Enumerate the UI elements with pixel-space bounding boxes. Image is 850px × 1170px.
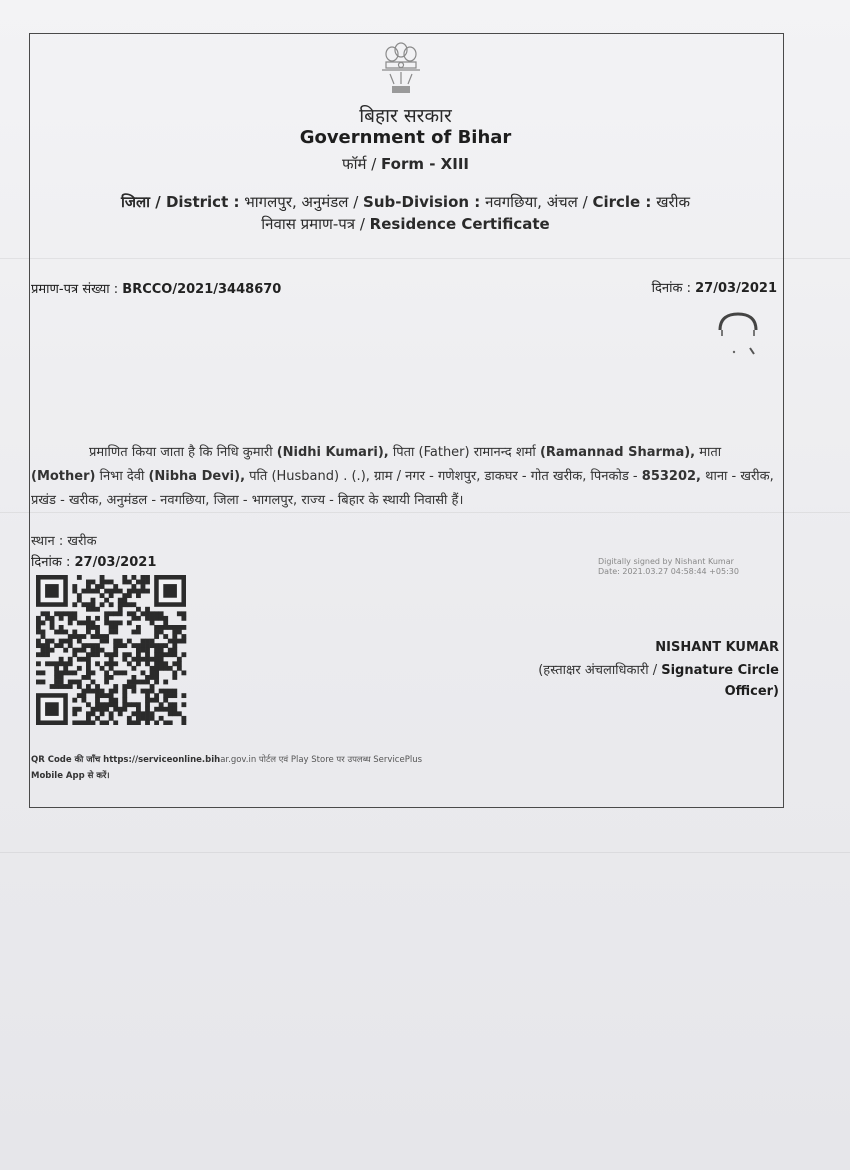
- certificate-type: [29, 214, 782, 234]
- circle-value: खरीक: [656, 193, 691, 211]
- paper-crease: [0, 852, 850, 853]
- certificate-number-label: प्रमाण-पत्र संख्या :: [31, 282, 119, 297]
- district-value: भागलपुर, अनुमंडल /: [244, 193, 359, 211]
- issue-date-label: दिनांक :: [651, 281, 691, 296]
- place-date-value: 27/03/2021: [74, 555, 157, 570]
- body-text: निभा देवी: [99, 469, 145, 484]
- body-text: माता: [699, 445, 722, 460]
- applicant-name: (Nidhi Kumari),: [276, 445, 389, 460]
- form-label-hindi: फॉर्म /: [342, 155, 377, 173]
- qr-verification-note: [31, 752, 511, 784]
- subdivision-value: नवगछिया, अंचल /: [485, 193, 588, 211]
- national-emblem-icon: [370, 38, 432, 98]
- signatory-role-english: Signature Circle: [661, 663, 779, 678]
- form-number: [29, 154, 782, 174]
- certificate-number: [31, 279, 281, 297]
- digital-signature-stamp: [598, 557, 739, 577]
- subdivision-label: Sub-Division :: [363, 193, 481, 211]
- certificate-type-hindi: निवास प्रमाण-पत्र /: [261, 215, 365, 233]
- signatory-name: NISHANT KUMAR: [655, 640, 779, 655]
- mother-name: (Nibha Devi),: [148, 469, 246, 484]
- district-line: [29, 192, 782, 212]
- photo-icon: [714, 308, 764, 363]
- form-label-english: Form - XIII: [381, 155, 469, 173]
- digital-signature-line: Digitally signed by Nishant Kumar: [598, 557, 734, 566]
- mother-label: (Mother): [31, 469, 96, 484]
- place-label: स्थान :: [31, 534, 64, 549]
- qr-note-text: Mobile App से करें।: [31, 771, 110, 781]
- govt-title-english: Government of Bihar: [299, 127, 512, 148]
- qr-note-text: QR Code की जाँच https://serviceonline.bih: [31, 755, 221, 765]
- body-text: पति (Husband) . (.), ग्राम / नगर - गणेशपुर, डाकघर - गोत खरीक, पिनकोड -: [249, 469, 638, 484]
- district-label: जिला / District :: [120, 193, 240, 211]
- body-text: प्रमाणित किया जाता है कि निधि कुमारी: [89, 445, 273, 460]
- govt-title-hindi: बिहार सरकार: [359, 105, 452, 127]
- qr-note-text: ar.gov.in पोर्टल एवं Play Store पर उपलब्ध ServicePlus: [220, 755, 423, 765]
- digital-signature-line: Date: 2021.03.27 04:58:44 +05:30: [598, 567, 739, 576]
- issue-date: [652, 278, 777, 296]
- body-text: पिता (Father) रामानन्द शर्मा: [392, 445, 536, 460]
- body-text: थाना - खरीक, प्रखंड - खरीक, अनुमंडल - नवगछिया, जिला - भागलपुर, राज्य - बिहार के स्थायी निवासी हैं।: [31, 469, 774, 508]
- certificate-body: [31, 441, 783, 513]
- signatory-role: [509, 660, 779, 702]
- place-date-label: दिनांक :: [31, 555, 71, 570]
- father-name: (Ramannad Sharma),: [539, 445, 696, 460]
- signatory-role-hindi: (हस्ताक्षर अंचलाधिकारी /: [538, 663, 658, 678]
- pincode: 853202,: [641, 469, 701, 484]
- place: [31, 531, 97, 549]
- qr-code[interactable]: [36, 575, 188, 725]
- place-value: खरीक: [67, 534, 97, 549]
- signatory-role-english: Officer): [724, 684, 779, 699]
- issue-date-value: 27/03/2021: [695, 281, 777, 296]
- certificate-type-english: Residence Certificate: [369, 215, 550, 233]
- place-date: [31, 552, 156, 570]
- certificate-number-value: BRCCO/2021/3448670: [122, 282, 282, 297]
- circle-label: Circle :: [592, 193, 652, 211]
